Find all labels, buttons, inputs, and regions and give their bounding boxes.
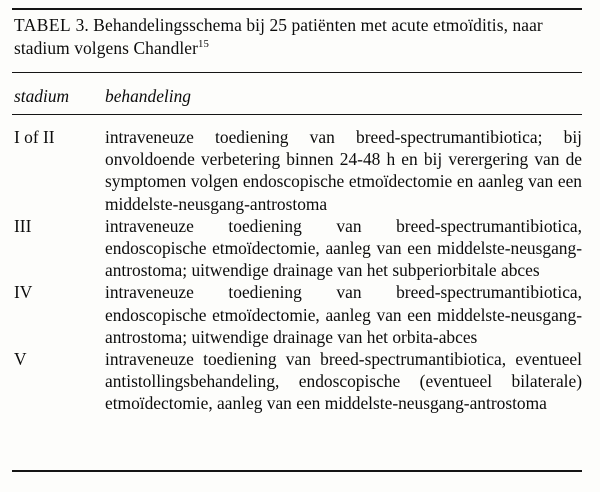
table-number: 3. [75,15,89,35]
table-body [14,126,582,414]
column-header-stadium: stadium [14,86,70,106]
column-header-behandeling: behandeling [105,86,191,106]
caption-divider-rule [12,72,582,73]
header-divider-rule [12,114,582,115]
table-row [14,348,582,415]
row-stadium: V [14,348,27,369]
table-row [14,215,582,282]
row-behandeling: intraveneuze toediening van breed-spectrumantibiotica, eventueel antistollingsbehandeling, endoscopische (eventueel bilaterale) etmoïdectomie, aanleg van een middelste-neusgang-antrostoma [105,348,582,414]
row-behandeling: intraveneuze toediening van breed-spectrumantibiotica; bij onvoldoende verbetering binnen 24-48 h en bij verergering van de symptomen volgen endoscopische etmoïdectomie en aanleg van een middelste-neusgang-antrostoma [105,127,582,214]
table-caption [14,14,582,60]
table-top-rule [12,8,582,10]
row-stadium: I of II [14,127,55,147]
table-bottom-rule [12,470,582,472]
row-behandeling: intraveneuze toediening van breed-spectrumantibiotica, endoscopische etmoïdectomie, aanleg van een middelste-neusgang-antrostoma; uitwendige drainage van het subperiorbitale abces [105,215,582,281]
table-column-headers [14,86,582,110]
table-caption-text: Behandelingsschema bij 25 patiënten met acute etmoïditis, naar stadium volgens Chandler [14,15,543,58]
caption-footnote-marker: 15 [198,38,209,50]
table-label-prefix: TABEL [14,15,72,35]
row-stadium: III [14,215,32,236]
table-row [14,126,582,215]
row-behandeling: intraveneuze toediening van breed-spectrumantibiotica, endoscopische etmoïdectomie, aanleg van een middelste-neusgang-antrostoma; uitwendige drainage van het orbita-abces [105,282,582,347]
table-row [14,281,582,348]
row-stadium: IV [14,282,33,303]
